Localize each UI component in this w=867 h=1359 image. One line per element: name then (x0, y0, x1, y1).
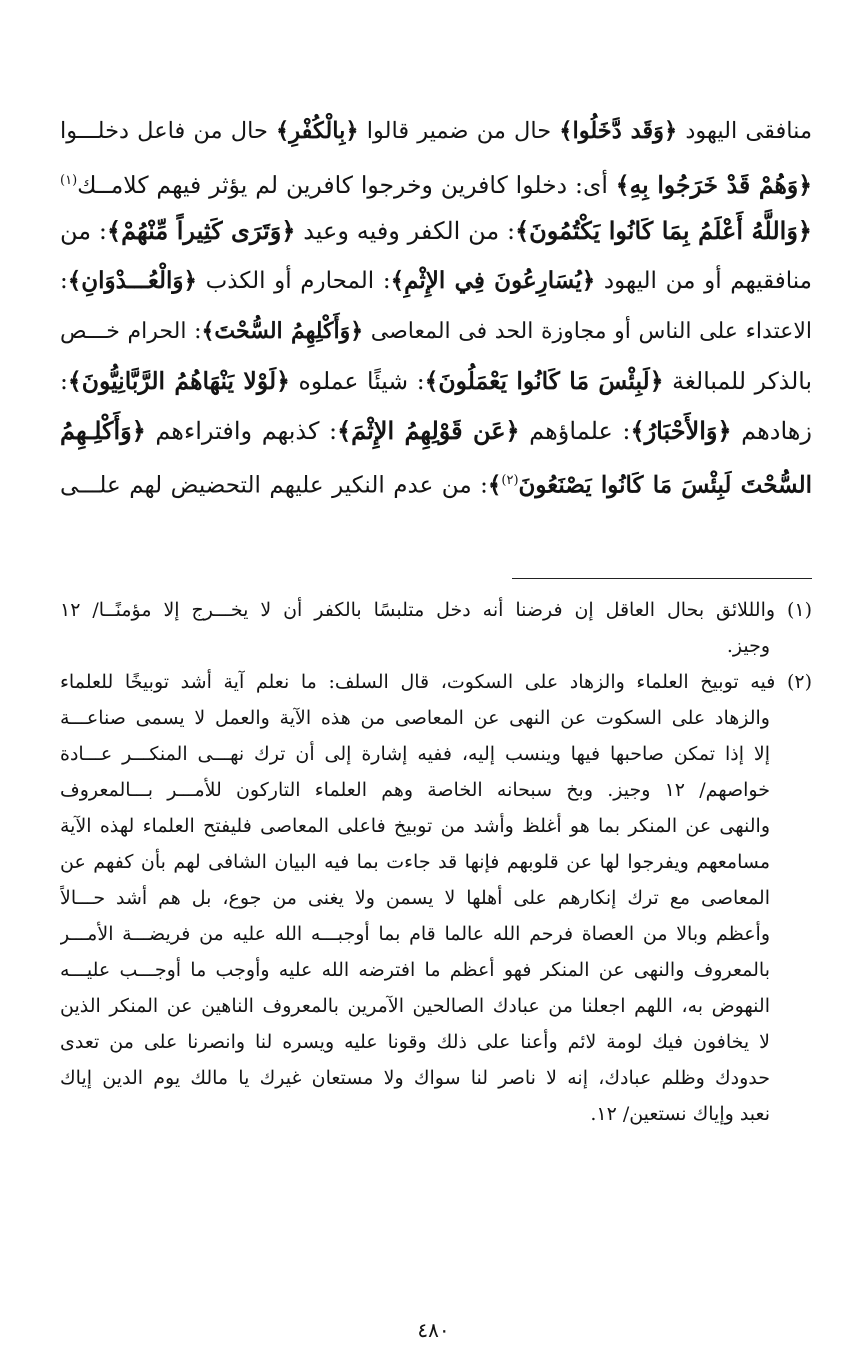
footnote-line (60, 592, 812, 628)
footnote-text: خواصهم/ ١٢ وجيز. وبخ سبحانه الخاصة وهم العلماء التاركون للأمـــر بـــالمعروف (60, 779, 770, 801)
footnote-line (60, 916, 812, 952)
commentary-text: منافقيهم أو من اليهود (595, 268, 812, 294)
quran-quote: ﴿وَتَرَى كَثِيراً مِّنْهُمْ﴾ (107, 216, 296, 245)
footnote-text: إلا إذا تمكن صاحبها فيها وينسب إليه، ففيه إشارة إلى أن ترك نهـــى المنكـــر عـــادة (60, 743, 770, 765)
footnotes-section (60, 592, 812, 1132)
footnote-number: (٢) (786, 671, 812, 693)
commentary-text: : من عدم النكير عليهم التحضيض لهم علـــى (60, 472, 488, 499)
quran-quote: ﴾ (487, 471, 502, 499)
footnote-line (60, 772, 812, 808)
footnote-text: بالمعروف والنهى عن المنكر فهو أعظم ما افترضه الله عليه وأوجب ما أوجـــب عليـــه (60, 959, 770, 981)
footnote-text: حدودك وظلم عبادك، إنه لا ناصر لنا سواك ولا مستعان غيرك يا مالك يوم الدين إياك (60, 1067, 770, 1089)
footnote-text: المعاصى مع ترك إنكارهم على أهلها لا يسمن ولا يغنى من جوع، بل هم أشد حـــالاً (60, 887, 770, 909)
quran-quote: السُّحْتَ لَبِئْسَ مَا كَانُوا يَصْنَعُونَ (518, 471, 812, 499)
footnote-separator (512, 578, 812, 579)
quran-quote: ﴿وَالأَحْبَارُ﴾ (630, 416, 732, 445)
footnote-text: وجيز. (726, 635, 770, 657)
main-text-line (60, 456, 812, 506)
quran-quote: ﴿لَوْلا يَنْهَاهُمُ الرَّبَّانِيُّونَ﴾ (67, 367, 290, 395)
quran-quote: ﴿وَقَد دَّخَلُوا﴾ (559, 118, 678, 144)
footnote-line (60, 1060, 812, 1096)
main-text-line (60, 156, 812, 206)
footnote-line (60, 1096, 812, 1132)
footnote-line (60, 736, 812, 772)
footnote-text: مسامعهم ويفرجوا لها عن قلوبهم فإنها قد جاءت بما فيه البيان الشافى لهم بأن كفهم عن (60, 851, 770, 873)
commentary-text: حال من ضمير قالوا (358, 118, 560, 144)
footnote-line (60, 1024, 812, 1060)
footnote-text: والنهى عن المنكر بما هو أغلظ وأشد من توبيخ فاعلى المعاصى فليفتح العلماء لهذه الآية (60, 815, 770, 837)
footnote-line (60, 664, 812, 700)
footnote-line (60, 880, 812, 916)
footnote-marker: (٢) (501, 473, 519, 488)
footnote-line (60, 844, 812, 880)
commentary-text: منافقى اليهود (677, 118, 812, 144)
commentary-text: زهادهم (731, 417, 812, 445)
footnote-text: وأعظم وبالا من العصاة فرحم الله عالما قام بما أوجبـــه الله عليه من فريضـــة الأمـــر (60, 923, 770, 945)
main-text-line (60, 406, 812, 456)
main-text-line (60, 206, 812, 256)
footnote-text: النهوض به، اللهم اجعلنا من عبادك الصالحين الآمرين بالمعروف الناهين عن المنكر الذين (60, 995, 770, 1017)
footnote-text: نعبد وإياك نستعين/ ١٢. (590, 1103, 770, 1125)
main-text-line (60, 106, 812, 156)
commentary-text: : المحارم أو الكذب (196, 268, 391, 294)
main-text-line (60, 256, 812, 306)
quran-quote: ﴿وَهُمْ قَدْ خَرَجُوا بِهِ﴾ (615, 170, 812, 199)
footnote-line (60, 988, 812, 1024)
quran-quote: ﴿بِالْكُفْرِ﴾ (276, 118, 359, 144)
main-commentary-text (60, 106, 812, 506)
quran-quote: ﴿وَالْعُـــدْوَانِ﴾ (67, 267, 197, 294)
commentary-text: الاعتداء على الناس أو مجاوزة الحد فى المعاصى (363, 319, 812, 344)
quran-quote: ﴿وَاللَّهُ أَعْلَمُ بِمَا كَانُوا يَكْتُمُونَ﴾ (515, 216, 812, 245)
commentary-text: بالذكر للمبالغة (663, 367, 812, 395)
quran-quote: ﴿لَبِئْسَ مَا كَانُوا يَعْمَلُونَ﴾ (424, 367, 664, 395)
commentary-text: : شيئًا عملوه (289, 367, 425, 395)
footnote-text: فيه توبيخ العلماء والزهاد على السكوت، قال السلف: ما نعلم آية أشد توبيخًا للعلماء (60, 671, 776, 693)
quran-quote: ﴿عَن قَوْلِهِمُ الإِثْمَ﴾ (337, 416, 520, 445)
quran-quote: ﴿وَأَكْلِهِمُ السُّحْتَ﴾ (201, 318, 364, 344)
footnote-text: والللائق بحال العاقل إن فرضنا أنه دخل متلبسًا بالكفر أن لا يخـــرج إلا مؤمنًــا/ ١٢ (60, 599, 776, 621)
commentary-text: : من الكفر وفيه وعيد (295, 217, 516, 245)
commentary-text: : علماؤهم (519, 417, 631, 445)
footnote-number: (١) (786, 599, 812, 621)
quran-quote: ﴿يُسَارِعُونَ فِي الإِثْمِ﴾ (390, 267, 596, 294)
footnote-line (60, 952, 812, 988)
footnote-marker: (١) (60, 173, 78, 188)
commentary-text: : (60, 367, 68, 395)
footnote-text: لا يخافون فيك لومة لائم وأعنا على ذلك وقونا عليه ويسره لنا وانصرنا على من تعدى (60, 1031, 770, 1053)
page-number: ٤٨٠ (417, 1318, 450, 1342)
footnote (60, 592, 812, 664)
footnote-text: والزهاد على السكوت عن النهى عن المعاصى من هذه الآية والعمل لا يسمى صناعـــة (60, 707, 770, 729)
footnote-line (60, 700, 812, 736)
quran-quote: ﴿وَأَكْلِـهِمُ (60, 416, 146, 445)
footnote-line (60, 808, 812, 844)
commentary-text: : من (60, 217, 107, 245)
commentary-text: : كذبهم وافتراءهم (145, 417, 338, 445)
commentary-text: أى: دخلوا كافرين وخرجوا كافرين لم يؤثر فيهم كلامــك (77, 170, 616, 199)
commentary-text: حال من فاعل دخلـــوا (60, 118, 277, 144)
footnote (60, 664, 812, 1132)
main-text-line (60, 306, 812, 356)
commentary-text: : (60, 268, 68, 294)
commentary-text: : الحرام خـــص (60, 319, 202, 344)
main-text-line (60, 356, 812, 406)
footnote-line (60, 628, 812, 664)
